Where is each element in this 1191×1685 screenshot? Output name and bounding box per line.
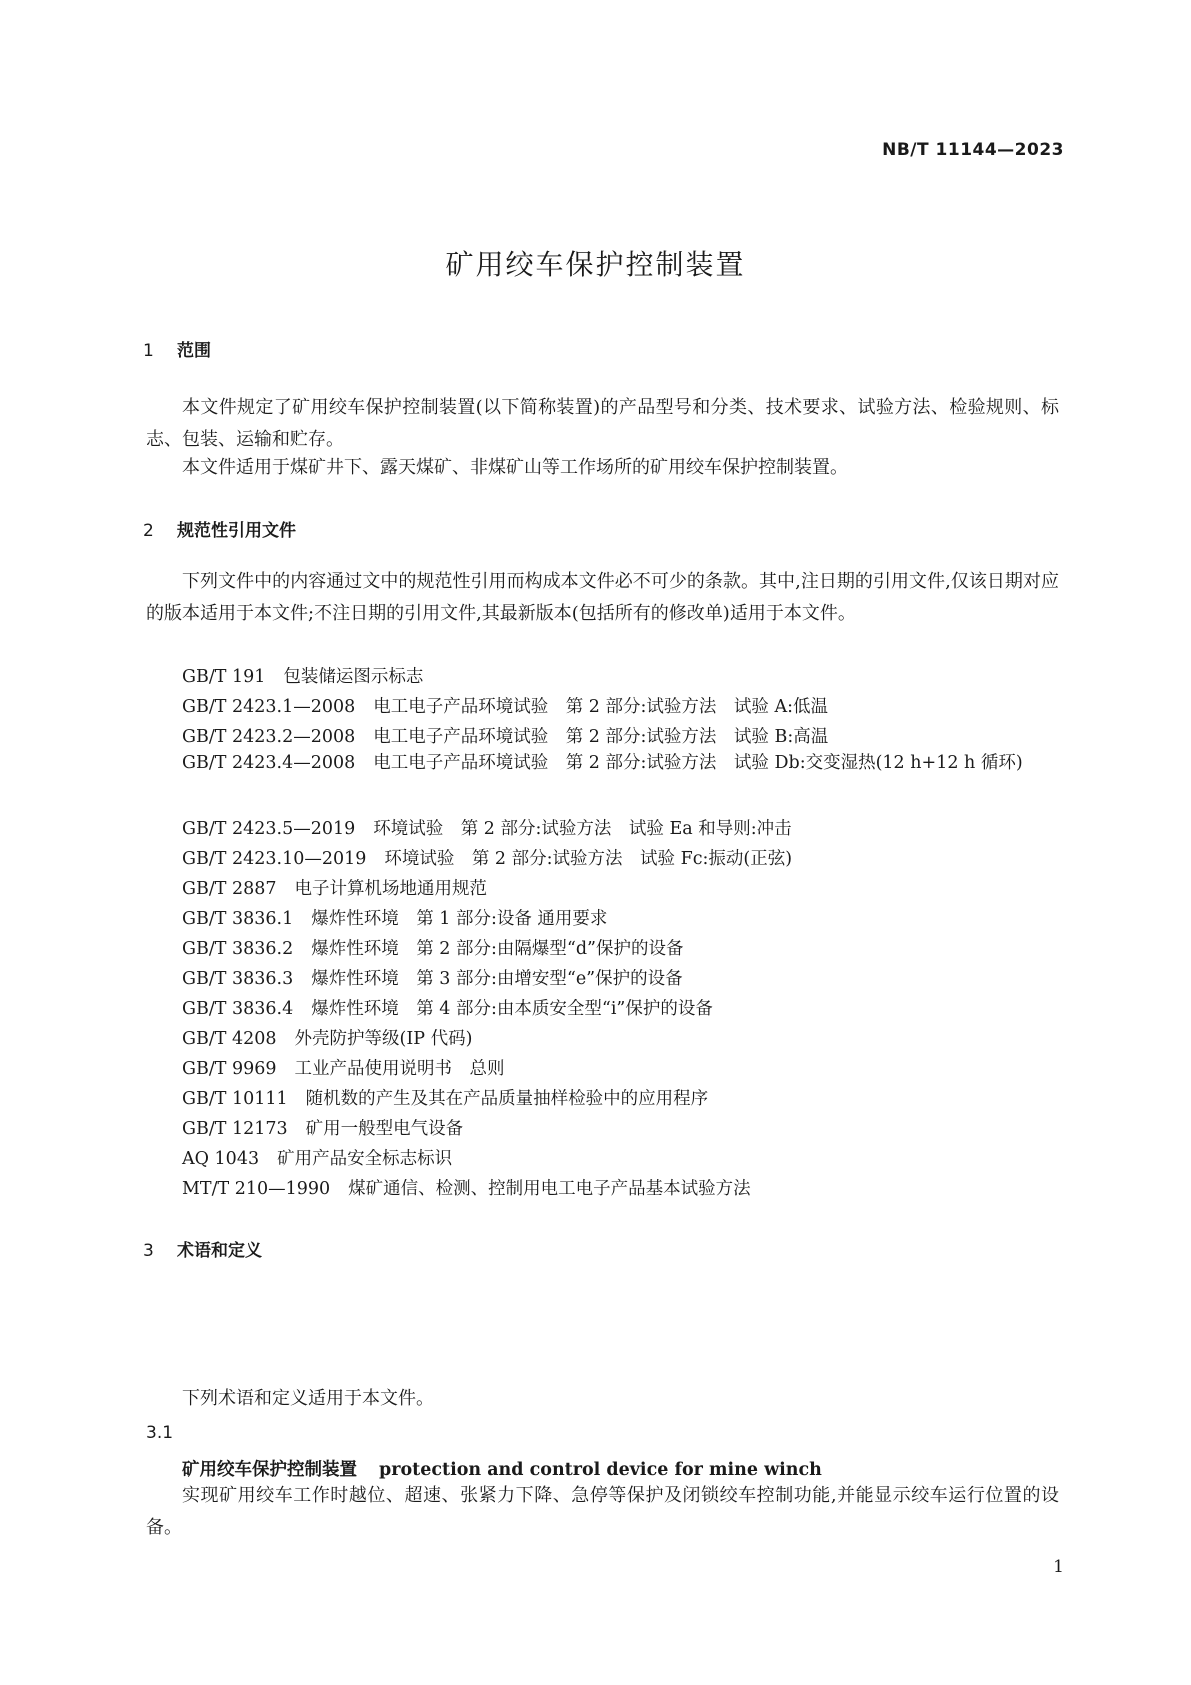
reference-code: GB/T 4208: [182, 1029, 277, 1049]
reference-code: GB/T 2423.10—2019: [182, 849, 367, 869]
reference-item: [182, 875, 487, 900]
reference-title: 电工电子产品环境试验 第 2 部分:试验方法 试验 B:高温: [373, 727, 829, 747]
reference-title: 环境试验 第 2 部分:试验方法 试验 Fc:振动(正弦): [384, 849, 793, 869]
section-3-heading: [143, 1236, 262, 1261]
reference-title: 电工电子产品环境试验 第 2 部分:试验方法 试验 A:低温: [373, 697, 829, 717]
reference-item: [182, 723, 828, 748]
reference-title: 随机数的产生及其在产品质量抽样检验中的应用程序: [305, 1089, 709, 1109]
section-2-heading: [143, 516, 296, 541]
reference-title: 煤矿通信、检测、控制用电工电子产品基本试验方法: [348, 1179, 751, 1199]
reference-title: 爆炸性环境 第 4 部分:由本质安全型“i”保护的设备: [311, 999, 713, 1019]
term-name-zh: 矿用绞车保护控制装置: [182, 1460, 357, 1480]
reference-code: GB/T 3836.4: [182, 999, 294, 1019]
reference-item: [182, 995, 713, 1020]
reference-code: GB/T 191: [182, 667, 266, 687]
reference-title: 包装储运图示标志: [283, 667, 424, 687]
section-title: 范围: [177, 341, 211, 361]
reference-item: [182, 845, 792, 870]
reference-title: 爆炸性环境 第 1 部分:设备 通用要求: [311, 909, 608, 929]
reference-item: [182, 1115, 463, 1140]
reference-title: 环境试验 第 2 部分:试验方法 试验 Ea 和导则:冲击: [373, 819, 792, 839]
references-intro: 下列文件中的内容通过文中的规范性引用而构成本文件必不可少的条款。其中,注日期的引用文件,仅该日期对应的版本适用于本文件;不注日期的引用文件,其最新版本(包括所有的修改单)适用于本文件。: [146, 571, 1059, 624]
reference-item: [182, 1055, 505, 1080]
reference-item: [182, 693, 828, 718]
page-number: 1: [1053, 1557, 1064, 1577]
reference-item: [182, 905, 607, 930]
reference-title: 工业产品使用说明书 总则: [294, 1059, 505, 1079]
section-number: 2: [143, 521, 154, 541]
reference-code: GB/T 2423.5—2019: [182, 819, 356, 839]
reference-item: [182, 815, 792, 840]
standard-code: NB/T 11144—2023: [882, 140, 1064, 160]
reference-title: 矿用一般型电气设备: [305, 1119, 464, 1139]
reference-code: GB/T 3836.3: [182, 969, 294, 989]
reference-title: 爆炸性环境 第 3 部分:由增安型“e”保护的设备: [311, 969, 683, 989]
reference-title: 电工电子产品环境试验 第 2 部分:试验方法 试验 Db:交变湿热(12 h+12 h 循环): [373, 753, 1023, 773]
reference-code: AQ 1043: [182, 1149, 260, 1169]
section-number: 3: [143, 1241, 154, 1261]
reference-code: GB/T 9969: [182, 1059, 277, 1079]
term-name-en: protection and control device for mine winch: [379, 1460, 822, 1480]
section-title: 规范性引用文件: [177, 521, 296, 541]
reference-item: [182, 935, 683, 960]
section-title: 术语和定义: [177, 1241, 262, 1261]
reference-code: GB/T 3836.1: [182, 909, 294, 929]
scope-paragraph-2: 本文件适用于煤矿井下、露天煤矿、非煤矿山等工作场所的矿用绞车保护控制装置。: [182, 457, 848, 478]
section-1-heading: [143, 336, 211, 361]
term-definition: 实现矿用绞车工作时越位、超速、张紧力下降、急停等保护及闭锁绞车控制功能,并能显示绞车运行位置的设备。: [146, 1485, 1059, 1538]
section-number: 1: [143, 341, 154, 361]
term-number: 3.1: [146, 1423, 174, 1443]
reference-code: GB/T 2423.2—2008: [182, 727, 356, 747]
terms-intro: 下列术语和定义适用于本文件。: [182, 1388, 434, 1409]
reference-code: GB/T 12173: [182, 1119, 288, 1139]
reference-title: 电子计算机场地通用规范: [294, 879, 488, 899]
reference-code: MT/T 210—1990: [182, 1179, 331, 1199]
reference-item: [182, 1145, 452, 1170]
reference-item: [182, 965, 683, 990]
reference-item: [182, 1175, 751, 1200]
scope-paragraph-1: 本文件规定了矿用绞车保护控制装置(以下简称装置)的产品型号和分类、技术要求、试验方法、检验规则、标志、包装、运输和贮存。: [146, 397, 1059, 450]
reference-item: [182, 1025, 472, 1050]
reference-code: GB/T 10111: [182, 1089, 288, 1109]
reference-code: GB/T 2423.4—2008: [182, 753, 356, 773]
reference-item: [146, 747, 1059, 779]
reference-code: GB/T 3836.2: [182, 939, 294, 959]
reference-item: [182, 1085, 708, 1110]
reference-code: GB/T 2887: [182, 879, 277, 899]
reference-code: GB/T 2423.1—2008: [182, 697, 356, 717]
reference-title: 矿用产品安全标志标识: [277, 1149, 453, 1169]
term-name: [182, 1456, 822, 1481]
document-title: 矿用绞车保护控制装置: [445, 248, 746, 281]
reference-title: 外壳防护等级(IP 代码): [294, 1029, 473, 1049]
reference-title: 爆炸性环境 第 2 部分:由隔爆型“d”保护的设备: [311, 939, 684, 959]
reference-item: [182, 663, 423, 688]
